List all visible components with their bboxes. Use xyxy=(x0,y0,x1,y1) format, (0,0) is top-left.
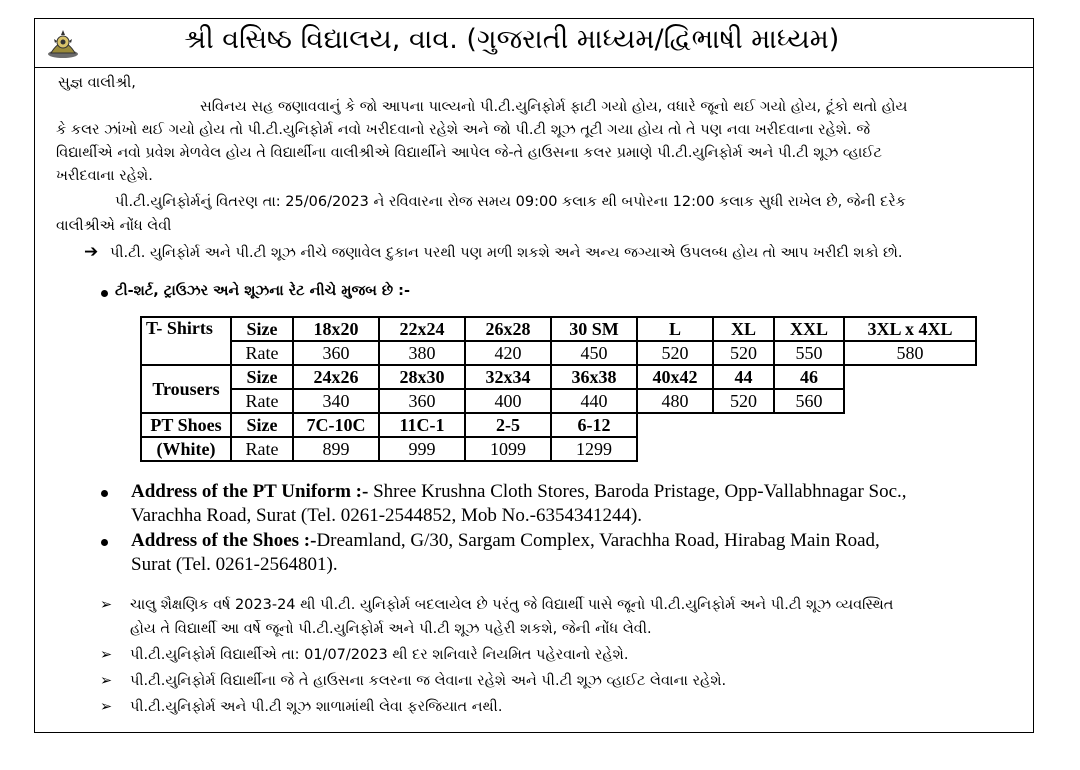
pointer-icon: ➢ xyxy=(100,673,113,689)
table-cell: 440 xyxy=(551,389,637,413)
table-cell: 520 xyxy=(637,341,713,365)
para1-line2: કે કલર ઝાંખો થઈ ગયો હોય તો પી.ટી.યુનિફોર્મ નવો ખરીદવાનો રહેશે અને જો પી.ટી શૂઝ તૂટી ગયા હોય તો તે પણ નવા ખરીદવાના રહેશે. જે xyxy=(56,122,871,138)
salutation: સુજ્ઞ વાલીશ્રી, xyxy=(58,75,136,91)
rate-label: Rate xyxy=(231,389,293,413)
rates-heading: ટી-શર્ટ, ટ્રાઉઝર અને શૂઝના રેટ નીચે મુજબ છે :- xyxy=(115,283,410,299)
table-cell: 22x24 xyxy=(379,317,465,341)
size-label: Size xyxy=(231,317,293,341)
para2-line2: વાલીશ્રીએ નોંધ લેવી xyxy=(56,218,172,234)
table-cell: 450 xyxy=(551,341,637,365)
bullet-icon xyxy=(101,539,108,546)
arrow-icon: ➔ xyxy=(84,242,99,262)
rate-label: Rate xyxy=(231,437,293,461)
table-cell: 3XL x 4XL xyxy=(844,317,976,341)
table-cell: 360 xyxy=(379,389,465,413)
trousers-label: Trousers xyxy=(141,365,231,413)
bullet-icon xyxy=(101,290,108,297)
table-cell: 340 xyxy=(293,389,379,413)
uniform-address-label: Address of the PT Uniform :- xyxy=(131,481,369,502)
table-cell: 46 xyxy=(774,365,844,389)
document-header xyxy=(34,18,1034,68)
size-label: Size xyxy=(231,365,293,389)
table-cell: 520 xyxy=(713,341,774,365)
note-1-line1: ચાલુ શૈક્ષણિક વર્ષ 2023-24 થી પી.ટી. યુનિફોર્મ બદલાયેલ છે પરંતુ જે વિદ્યાર્થી પાસે જૂનો પી.ટી.યુનિફોર્મ અને પી.ટી શૂઝ વ્યવસ્થિત xyxy=(130,597,894,613)
table-cell: 1299 xyxy=(551,437,637,461)
table-cell: 999 xyxy=(379,437,465,461)
table-cell: 480 xyxy=(637,389,713,413)
shoes-label-line2: (White) xyxy=(141,437,231,461)
note-3: પી.ટી.યુનિફોર્મ વિદ્યાર્થીના જે તે હાઉસના કલરના જ લેવાના રહેશે અને પી.ટી શૂઝ વ્હાઈટ લેવાના રહેશે. xyxy=(130,673,727,689)
shoes-address-line1 xyxy=(131,530,880,552)
table-cell: XL xyxy=(713,317,774,341)
tshirts-label: T- Shirts xyxy=(141,317,231,365)
table-cell: L xyxy=(637,317,713,341)
table-cell: 6-12 xyxy=(551,413,637,437)
shop-note: પી.ટી. યુનિફોર્મ અને પી.ટી શૂઝ નીચે જણાવેલ દુકાન પરથી પણ મળી શકશે અને અન્ય જગ્યાએ ઉપલબ્ધ હોય તો આપ ખરીદી શકો છો. xyxy=(110,245,903,261)
table-cell: 7C-10C xyxy=(293,413,379,437)
pointer-icon: ➢ xyxy=(100,647,113,663)
uniform-address-line2: Varachha Road, Surat (Tel. 0261-2544852, Mob No.-6354341244). xyxy=(131,505,643,526)
table-cell: 24x26 xyxy=(293,365,379,389)
table-cell: 550 xyxy=(774,341,844,365)
table-cell: 18x20 xyxy=(293,317,379,341)
table-cell: 11C-1 xyxy=(379,413,465,437)
rates-table xyxy=(140,316,977,462)
pointer-icon: ➢ xyxy=(100,597,113,613)
table-cell: 899 xyxy=(293,437,379,461)
table-cell: 1099 xyxy=(465,437,551,461)
note-1-line2: હોય તે વિદ્યાર્થી આ વર્ષે જૂનો પી.ટી.યુનિફોર્મ અને પી.ટી શૂઝ પહેરી શકશે, જેની નોંધ લેવી. xyxy=(130,621,652,637)
table-cell: 44 xyxy=(713,365,774,389)
table-cell: 26x28 xyxy=(465,317,551,341)
table-cell: 520 xyxy=(713,389,774,413)
para1-line3: વિદ્યાર્થીએ નવો પ્રવેશ મેળવેલ હોય તે વિદ્યાર્થીના વાલીશ્રીએ વિદ્યાર્થીને આપેલ જે-તે હાઉસના કલર પ્રમાણે પી.ટી.યુનિફોર્મ અને પી.ટી શૂઝ વ્હાઈટ xyxy=(56,145,882,161)
uniform-address-text: Shree Krushna Cloth Stores, Baroda Pristage, Opp-Vallabhnagar Soc., xyxy=(368,481,907,502)
school-title: શ્રી વસિષ્ઠ વિદ્યાલય, વાવ. (ગુજરાતી માધ્યમ/દ્વિભાષી માધ્યમ) xyxy=(184,24,840,55)
table-cell: 40x42 xyxy=(637,365,713,389)
bullet-icon xyxy=(101,490,108,497)
shoes-address-line2: Surat (Tel. 0261-2564801). xyxy=(131,554,338,575)
shoes-address-label: Address of the Shoes :- xyxy=(131,530,317,551)
uniform-address-line1 xyxy=(131,481,907,503)
table-cell: 36x38 xyxy=(551,365,637,389)
shoes-address-text: Dreamland, G/30, Sargam Complex, Varachha Road, Hirabag Main Road, xyxy=(316,530,880,551)
school-emblem-icon xyxy=(46,27,80,59)
table-cell: 30 SM xyxy=(551,317,637,341)
table-cell: XXL xyxy=(774,317,844,341)
table-cell: 380 xyxy=(379,341,465,365)
table-cell: 2-5 xyxy=(465,413,551,437)
table-cell: 32x34 xyxy=(465,365,551,389)
para1-line4: ખરીદવાના રહેશે. xyxy=(56,168,153,184)
note-4: પી.ટી.યુનિફોર્મ અને પી.ટી શૂઝ શાળામાંથી લેવા ફરજિયાત નથી. xyxy=(130,699,503,715)
table-cell: 28x30 xyxy=(379,365,465,389)
table-cell: 580 xyxy=(844,341,976,365)
note-2: પી.ટી.યુનિફોર્મ વિદ્યાર્થીએ તા: 01/07/2023 થી દર શનિવારે નિયમિત પહેરવાનો રહેશે. xyxy=(130,647,629,663)
para2-line1: પી.ટી.યુનિફોર્મનું વિતરણ તા: 25/06/2023 ને રવિવારના રોજ સમય 09:00 કલાક થી બપોરના 12:00 કલાક સુધી રાખેલ છે, જેની દરેક xyxy=(115,194,906,210)
rate-label: Rate xyxy=(231,341,293,365)
table-cell: 400 xyxy=(465,389,551,413)
size-label: Size xyxy=(231,413,293,437)
para1-line1: સવિનય સહ જણાવવાનું કે જો આપના પાલ્યનો પી.ટી.યુનિફોર્મ ફાટી ગયો હોય, વધારે જૂનો થઈ ગયો હોય, ટૂંકો થતો હોય xyxy=(200,99,908,115)
table-cell: 420 xyxy=(465,341,551,365)
table-cell: 360 xyxy=(293,341,379,365)
table-cell: 560 xyxy=(774,389,844,413)
pointer-icon: ➢ xyxy=(100,699,113,715)
shoes-label-line1: PT Shoes xyxy=(141,413,231,437)
